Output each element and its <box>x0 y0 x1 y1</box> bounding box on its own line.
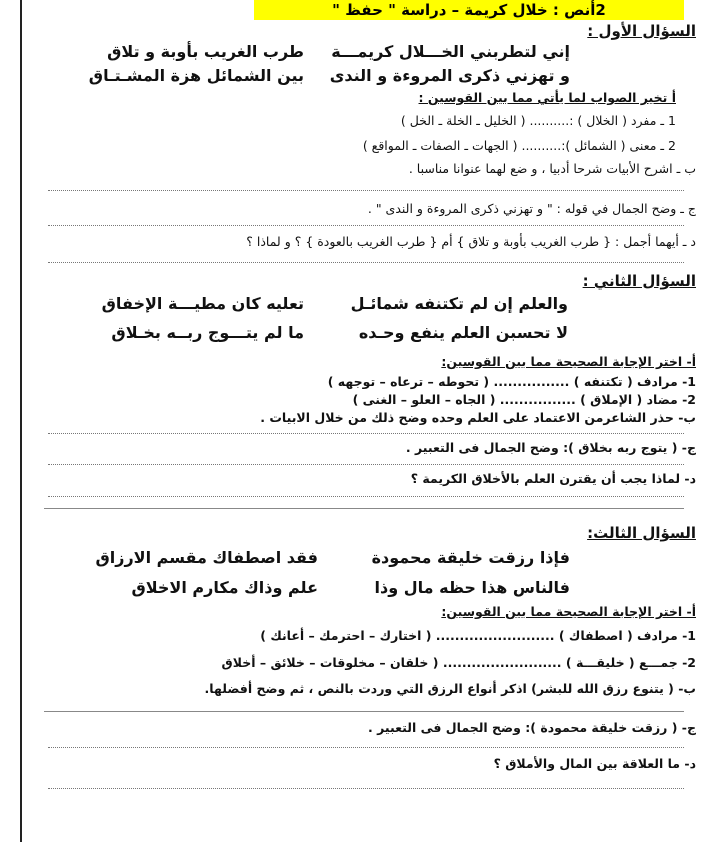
answer-line <box>48 496 684 497</box>
q3-title: السؤال الثالث: <box>587 524 696 542</box>
q3-part-b: ب- ( يتنوع رزق الله للبشر) اذكر أنواع الرزق التي وردت بالنص ، ثم وضح أفضلها. <box>204 681 696 696</box>
q1-verse1-left: طرب الغريب بأوبة و تلاق <box>107 42 304 61</box>
q1-part-d: د ـ أيهما أجمل : { طرب الغريب بأوبة و تلاق } أم { طرب الغريب بالعودة } ؟ و لماذا ؟ <box>246 234 696 249</box>
q2-verse2-left: ما لم يتـــوج ربــه بخـلاق <box>111 323 304 342</box>
q2-a2: 2- مضاد ( الإملاق ) ................ ( الجاه – العلو – الغنى ) <box>352 392 696 407</box>
answer-line <box>48 190 684 191</box>
answer-line <box>48 262 684 263</box>
q2-part-c: ج- ( يتوج ربه بخلاق ): وضح الجمال فى التعبير . <box>405 440 696 455</box>
q1-part-a-title: أ تخير الصواب لما يأتي مما بين القوسين : <box>418 90 676 105</box>
section-divider <box>44 711 684 712</box>
q1-title: السؤال الأول : <box>587 22 696 40</box>
q2-title: السؤال الثاني : <box>582 272 696 290</box>
answer-line <box>48 747 684 748</box>
answer-line <box>48 464 684 465</box>
q1-verse1-right: إني لتطربني الخـــلال كريمـــة <box>331 42 570 61</box>
q3-verse1-right: فإذا رزقت خليقة محمودة <box>371 548 570 567</box>
q2-verse2-right: لا تحسبن العلم ينفع وحـده <box>358 323 568 342</box>
q3-part-c: ج- ( رزقت خليقة محمودة ): وضح الجمال فى التعبير . <box>368 720 696 735</box>
answer-line <box>48 225 684 226</box>
q1-part-b: ب ـ اشرح الأبيات شرحا أدبيا ، و ضع لهما عنوانا مناسبا . <box>408 161 696 176</box>
q2-a1: 1- مرادف ( تكتنفه ) ................ ( تحوطه – ترعاه – توجهه ) <box>327 374 696 389</box>
q3-part-d: د- ما العلاقة بين المال والأملاق ؟ <box>493 756 696 771</box>
q3-verse1-left: فقد اصطفاك مقسم الارزاق <box>95 548 318 567</box>
q3-verse2-left: علم وذاك مكارم الاخلاق <box>131 578 318 597</box>
answer-line <box>48 788 684 789</box>
q1-part-c: ج ـ وضح الجمال في قوله : " و تهزني ذكرى المروءة و الندى " . <box>367 201 696 216</box>
q1-a2: 2 ـ معنى ( الشمائل ):.......... ( الجهات ـ الصفات ـ المواقع ) <box>362 138 676 153</box>
q2-part-a-title: أ- اختر الإجابة الصحيحة مما بين القوسين: <box>441 354 696 369</box>
q1-verse2-right: و تهزني ذكرى المروءة و الندى <box>329 66 570 85</box>
q3-a2: 2- جمـــع ( خليقـــة ) ......................... ( خلقان – مخلوقات – خلائق – أخلاق <box>221 655 696 670</box>
q1-verse2-left: بين الشمائل هزة المشـتـاق <box>88 66 304 85</box>
q2-part-b: ب- حذر الشاعرمن الاعتماد على العلم وحده وضح ذلك من خلال الابيات . <box>260 410 696 425</box>
answer-line <box>48 433 684 434</box>
q3-part-a-title: أ- اختر الإجابة الصحيحة مما بين القوسين: <box>441 604 696 619</box>
q2-verse1-right: والعلم إن لم تكتنفه شمائـل <box>350 294 568 313</box>
q3-verse2-right: فالناس هذا حظه مال وذا <box>374 578 570 597</box>
q2-verse1-left: تعليه كان مطيـــة الإخفاق <box>101 294 304 313</box>
worksheet-header: 2أنص : خلال كريمة – دراسة " حفظ " <box>254 0 684 20</box>
q3-a1: 1- مرادف ( اصطفاك ) ......................... ( اختارك – احترمك – أعانك ) <box>260 628 696 643</box>
q1-a1: 1 ـ مفرد ( الخلال ) :.......... ( الخليل ـ الخلة ـ الخل ) <box>400 113 676 128</box>
worksheet-page <box>20 0 720 842</box>
q2-part-d: د- لماذا يجب أن يقترن العلم بالأخلاق الكريمة ؟ <box>410 471 696 486</box>
section-divider <box>44 508 684 509</box>
